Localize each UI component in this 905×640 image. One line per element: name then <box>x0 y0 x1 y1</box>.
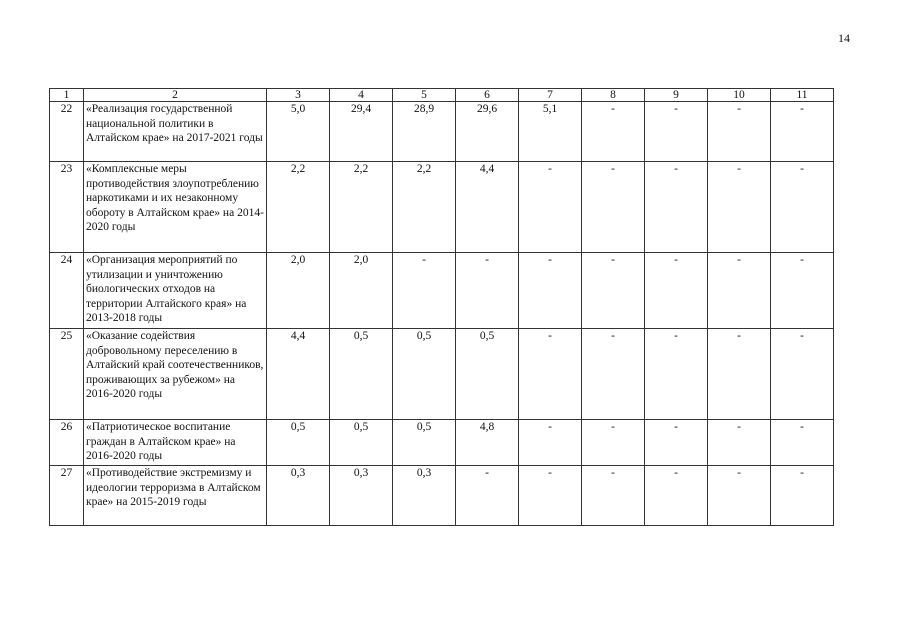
value-cell: 0,3 <box>330 466 393 526</box>
page-number: 14 <box>838 31 850 45</box>
value-cell: 0,5 <box>330 420 393 466</box>
value-cell: - <box>771 102 834 162</box>
column-header: 3 <box>267 89 330 102</box>
value-cell: - <box>582 253 645 329</box>
row-number: 23 <box>50 162 84 253</box>
value-cell: 4,4 <box>267 329 330 420</box>
value-cell: - <box>519 420 582 466</box>
value-cell: - <box>645 253 708 329</box>
value-cell: - <box>708 162 771 253</box>
value-cell: - <box>582 329 645 420</box>
value-cell: - <box>708 329 771 420</box>
value-cell: - <box>519 329 582 420</box>
value-cell: - <box>771 253 834 329</box>
column-header: 6 <box>456 89 519 102</box>
value-cell: 29,6 <box>456 102 519 162</box>
program-name: «Реализация государственной национальной политики в Алтайском крае» на 2017-2021 годы <box>84 102 267 162</box>
program-name: «Организация мероприятий по утилизации и уничтожению биологических отходов на территории Алтайского края» на 2013-2018 годы <box>84 253 267 329</box>
row-number: 27 <box>50 466 84 526</box>
column-header: 10 <box>708 89 771 102</box>
value-cell: - <box>582 466 645 526</box>
column-header: 7 <box>519 89 582 102</box>
value-cell: - <box>519 466 582 526</box>
value-cell: - <box>393 253 456 329</box>
value-cell: - <box>645 329 708 420</box>
table-row <box>50 466 834 526</box>
value-cell: - <box>771 466 834 526</box>
value-cell: - <box>645 466 708 526</box>
row-number: 25 <box>50 329 84 420</box>
value-cell: - <box>771 329 834 420</box>
program-name: «Оказание содействия добровольному переселению в Алтайский край соотечественников, проживающих за рубежом» на 2016-2020 годы <box>84 329 267 420</box>
value-cell: - <box>708 102 771 162</box>
value-cell: 0,5 <box>267 420 330 466</box>
value-cell: - <box>708 420 771 466</box>
value-cell: - <box>645 162 708 253</box>
table-row <box>50 420 834 466</box>
row-number: 26 <box>50 420 84 466</box>
value-cell: - <box>582 420 645 466</box>
value-cell: - <box>582 162 645 253</box>
programs-table <box>49 88 834 526</box>
value-cell: 2,2 <box>330 162 393 253</box>
value-cell: 5,0 <box>267 102 330 162</box>
column-header: 4 <box>330 89 393 102</box>
row-number: 24 <box>50 253 84 329</box>
value-cell: - <box>645 102 708 162</box>
value-cell: - <box>771 420 834 466</box>
program-name: «Комплексные меры противодействия злоупотреблению наркотиками и их незаконному обороту в Алтайском крае» на 2014-2020 годы <box>84 162 267 253</box>
header-row <box>50 89 834 102</box>
value-cell: - <box>645 420 708 466</box>
column-header: 2 <box>84 89 267 102</box>
table-row <box>50 102 834 162</box>
program-name: «Патриотическое воспитание граждан в Алтайском крае» на 2016-2020 годы <box>84 420 267 466</box>
column-header: 5 <box>393 89 456 102</box>
value-cell: 2,0 <box>330 253 393 329</box>
value-cell: 28,9 <box>393 102 456 162</box>
value-cell: 2,2 <box>393 162 456 253</box>
column-header: 9 <box>645 89 708 102</box>
value-cell: 0,5 <box>393 420 456 466</box>
value-cell: - <box>708 466 771 526</box>
value-cell: - <box>519 253 582 329</box>
value-cell: - <box>456 253 519 329</box>
value-cell: - <box>456 466 519 526</box>
column-header: 8 <box>582 89 645 102</box>
value-cell: - <box>771 162 834 253</box>
value-cell: 4,8 <box>456 420 519 466</box>
value-cell: - <box>582 102 645 162</box>
table-row <box>50 329 834 420</box>
value-cell: 0,5 <box>330 329 393 420</box>
value-cell: 4,4 <box>456 162 519 253</box>
value-cell: - <box>708 253 771 329</box>
value-cell: 2,2 <box>267 162 330 253</box>
column-header: 11 <box>771 89 834 102</box>
table-row <box>50 253 834 329</box>
value-cell: 2,0 <box>267 253 330 329</box>
value-cell: 0,3 <box>393 466 456 526</box>
row-number: 22 <box>50 102 84 162</box>
value-cell: 0,5 <box>456 329 519 420</box>
value-cell: 0,3 <box>267 466 330 526</box>
table-row <box>50 162 834 253</box>
column-header: 1 <box>50 89 84 102</box>
value-cell: 29,4 <box>330 102 393 162</box>
value-cell: - <box>519 162 582 253</box>
value-cell: 5,1 <box>519 102 582 162</box>
program-name: «Противодействие экстремизму и идеологии терроризма в Алтайском крае» на 2015-2019 годы <box>84 466 267 526</box>
value-cell: 0,5 <box>393 329 456 420</box>
